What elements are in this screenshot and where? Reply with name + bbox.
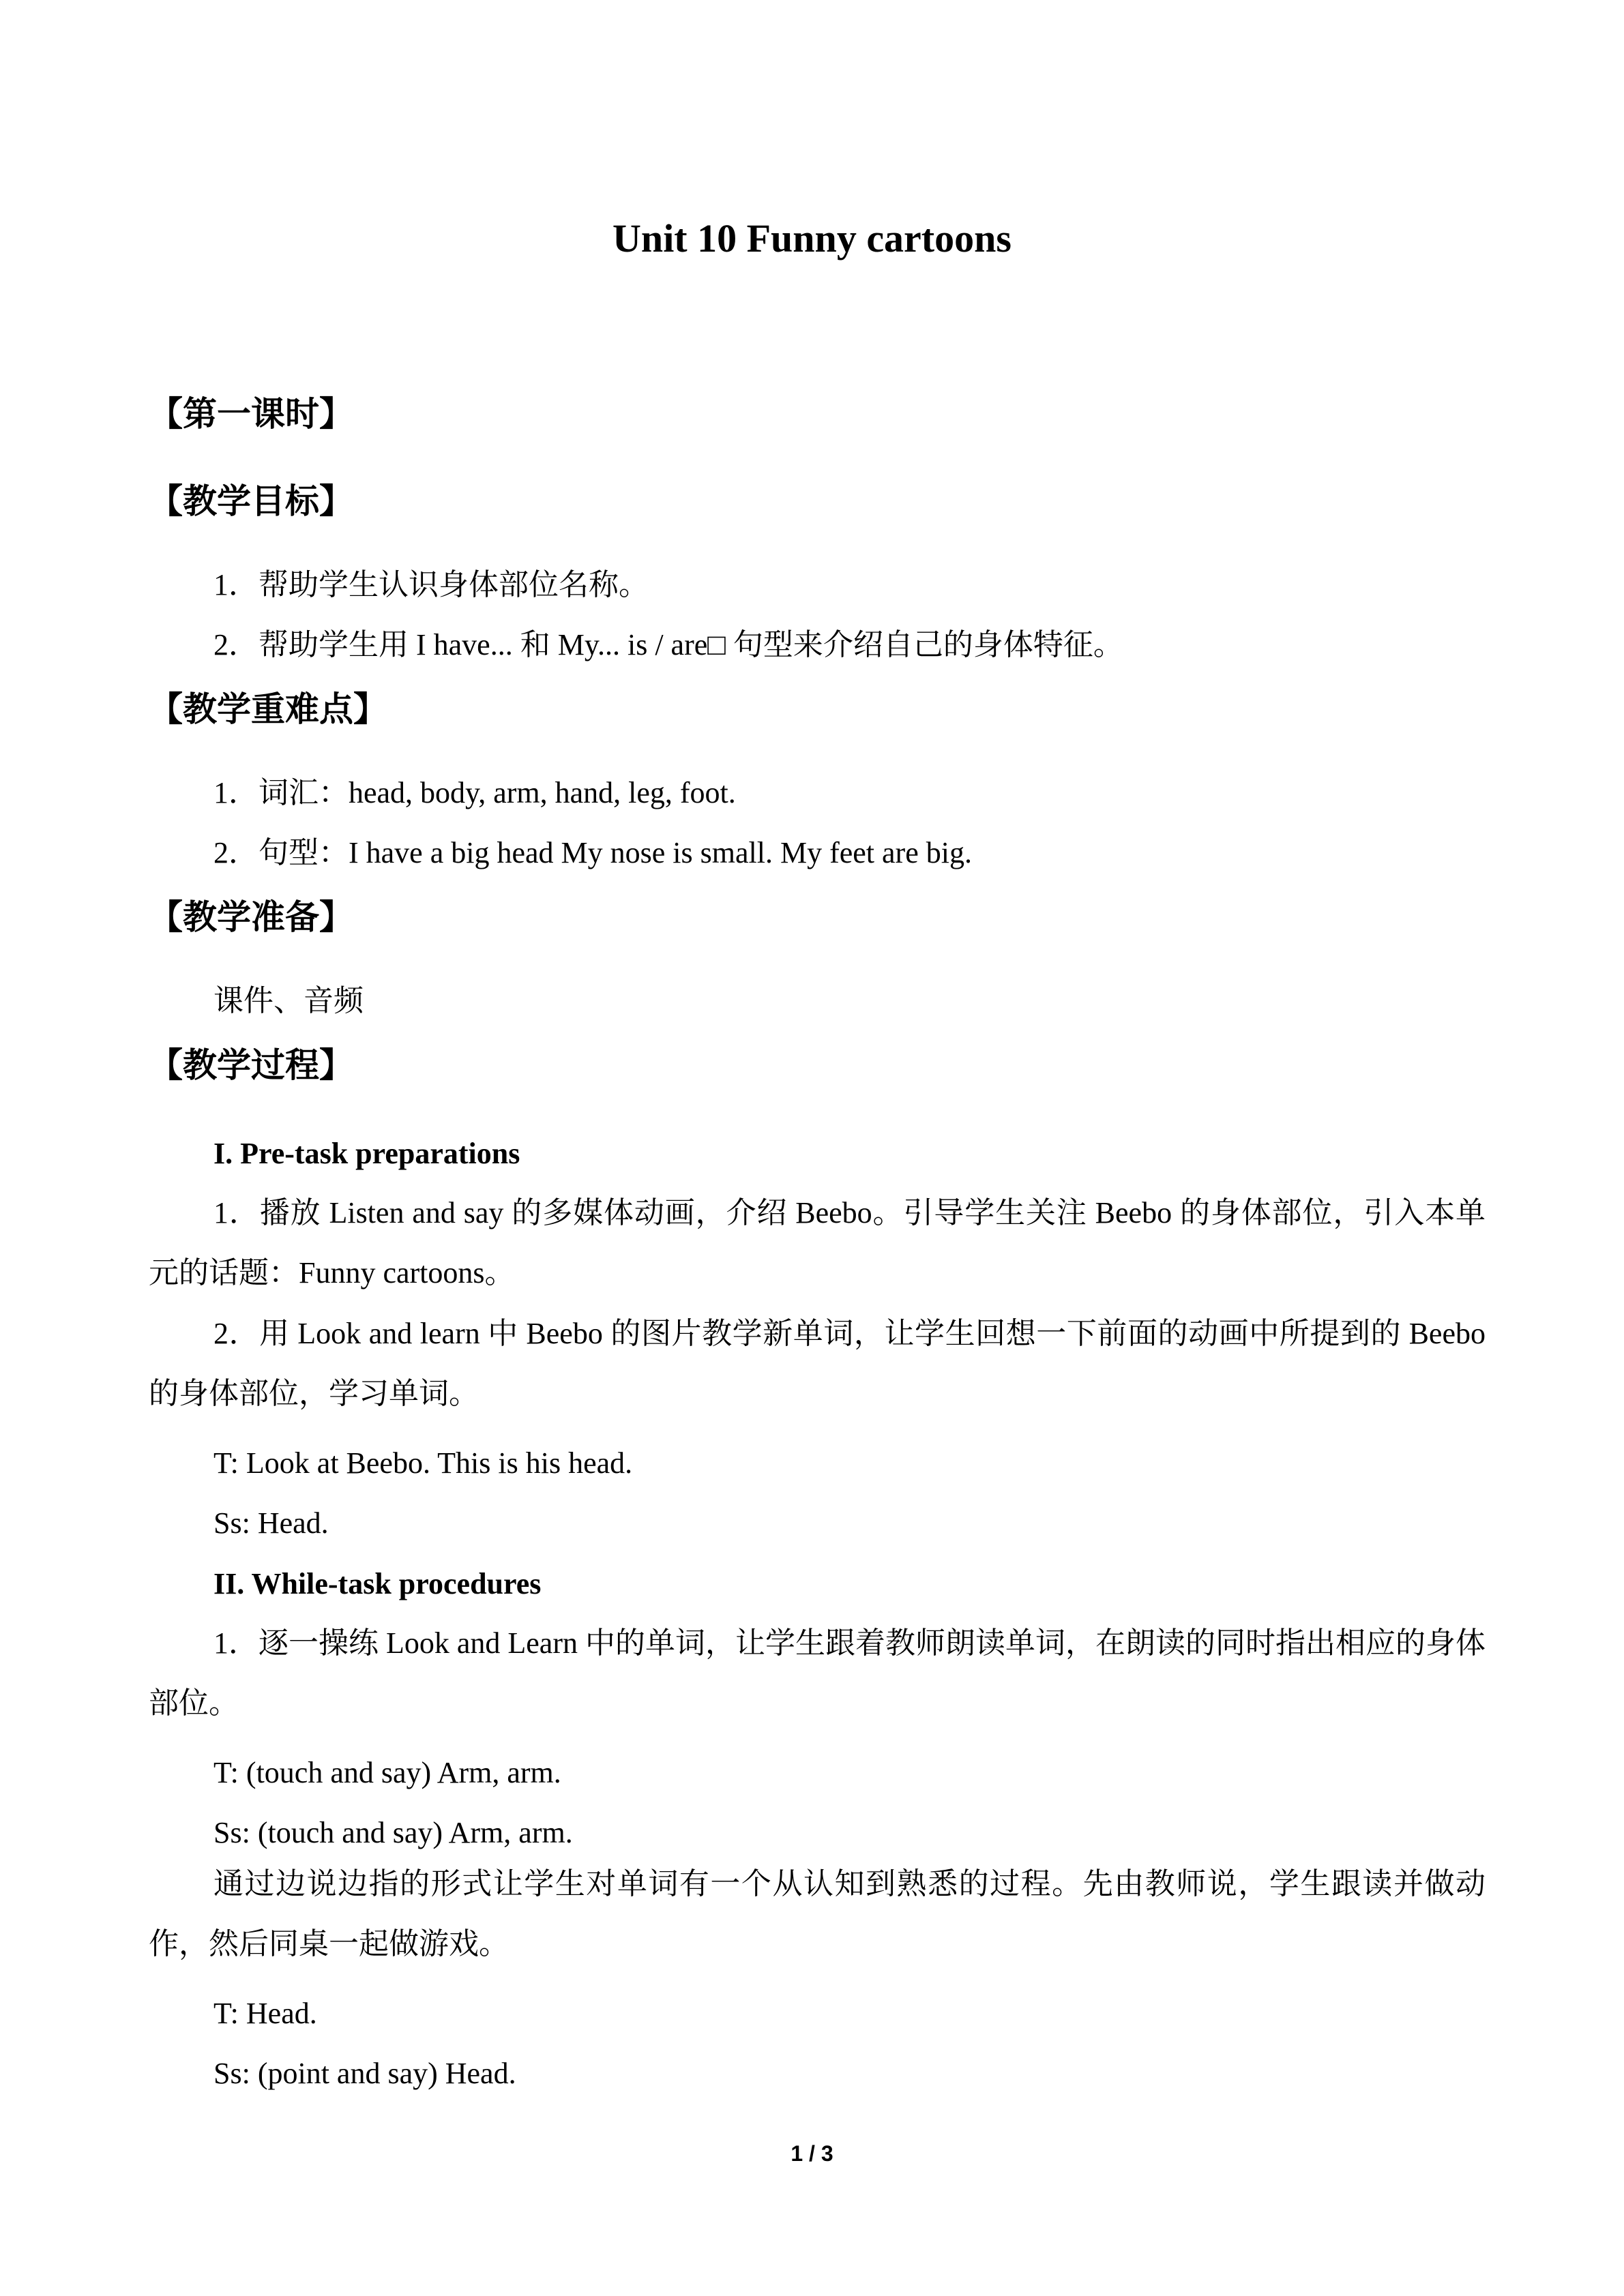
pre-task-paragraph-1: 1．播放 Listen and say 的多媒体动画，介绍 Beebo。引导学生关注 Beebo 的身体部位，引入本单元的话题：Funny cartoons。 [149,1196,1486,1289]
heading-lesson: 【第一课时】 [149,394,353,434]
heading-goals: 【教学目标】 [149,481,353,521]
key-point-2: 2．句型：I have a big head My nose is small. My feet are big. [213,836,972,869]
dialog-students-1: Ss: Head. [213,1506,329,1540]
goal-item-2: 2．帮助学生用 I have... 和 My... is / are□ 句型来介绍自己的身体特征。 [213,628,1123,661]
dialog-teacher-2: T: (touch and say) Arm, arm. [213,1756,561,1789]
while-task-paragraph-2: 通过边说边指的形式让学生对单词有一个从认知到熟悉的过程。先由教师说，学生跟读并做动作，然后同桌一起做游戏。 [149,1867,1486,1960]
section-title-pre-task: I. Pre-task preparations [213,1137,520,1170]
dialog-students-2: Ss: (touch and say) Arm, arm. [213,1816,573,1849]
dialog-teacher-3: T: Head. [213,1997,317,2030]
while-task-paragraph-1: 1．逐一操练 Look and Learn 中的单词，让学生跟着教师朗读单词，在朗读的同时指出相应的身体部位。 [149,1626,1486,1720]
dialog-teacher-1: T: Look at Beebo. This is his head. [213,1446,633,1480]
preparation-text: 课件、音频 [213,984,364,1017]
pre-task-paragraph-2: 2．用 Look and learn 中 Beebo 的图片教学新单词，让学生回想一下前面的动画中所提到的 Beebo 的身体部位，学习单词。 [149,1317,1486,1410]
goal-item-1: 1．帮助学生认识身体部位名称。 [213,568,649,601]
heading-key-points: 【教学重难点】 [149,689,387,729]
page-title: Unit 10 Funny cartoons [612,216,1012,260]
section-title-while-task: II. While-task procedures [213,1567,542,1600]
dialog-students-3: Ss: (point and say) Head. [213,2057,516,2090]
heading-preparation: 【教学准备】 [149,897,353,937]
heading-process: 【教学过程】 [149,1045,353,1085]
page-number: 1 / 3 [791,2141,833,2166]
key-point-1: 1．词汇：head, body, arm, hand, leg, foot. [213,776,736,809]
